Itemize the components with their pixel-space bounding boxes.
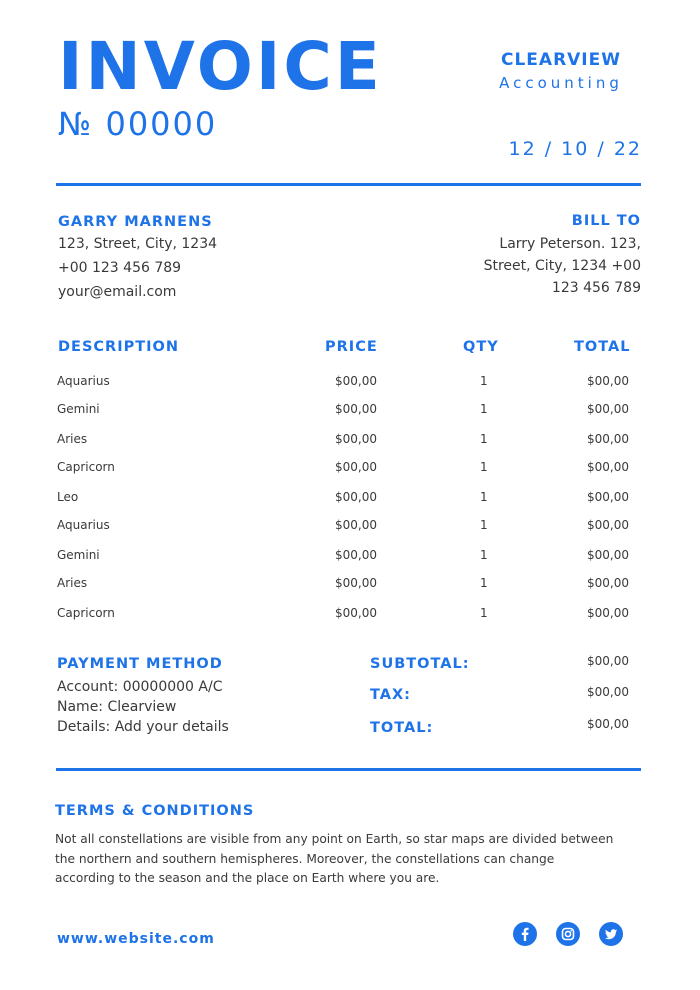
row-qty: 1	[480, 606, 488, 620]
table-row	[56, 576, 641, 596]
payment-account: Account: 00000000 A/C	[57, 679, 223, 695]
row-price: $00,00	[335, 548, 377, 562]
row-price: $00,00	[335, 606, 377, 620]
row-description: Capricorn	[57, 606, 115, 620]
invoice-number: № 00000	[58, 105, 218, 143]
table-row	[56, 606, 641, 626]
bill-to-line: Street, City, 1234 +00	[483, 258, 641, 274]
bill-to-heading: BILL TO	[571, 213, 641, 229]
row-qty: 1	[480, 432, 488, 446]
invoice-date: 12 / 10 / 22	[508, 138, 642, 160]
payment-name: Name: Clearview	[57, 699, 177, 715]
table-row	[56, 374, 641, 394]
col-header-qty: QTY	[463, 339, 499, 355]
company-subtitle: Accounting	[499, 74, 623, 92]
table-row	[56, 548, 641, 568]
row-description: Gemini	[57, 548, 100, 562]
bill-to-line: Larry Peterson. 123,	[499, 236, 641, 252]
terms-text: Not all constellations are visible from any point on Earth, so star maps are divided between the northern and southern hemispheres. Moreover, the constellations can change according to the season and the place on Earth where you are.	[55, 832, 614, 885]
table-row	[56, 460, 641, 480]
bill-to-line: 123 456 789	[551, 280, 641, 296]
total-label: TOTAL:	[370, 720, 434, 736]
row-qty: 1	[480, 490, 488, 504]
row-price: $00,00	[335, 374, 377, 388]
sender-phone: +00 123 456 789	[58, 260, 182, 276]
table-row	[56, 490, 641, 510]
col-header-total: TOTAL	[574, 339, 631, 355]
table-row	[56, 402, 641, 422]
row-description: Aquarius	[57, 374, 110, 388]
sender-address: 123, Street, City, 1234	[58, 236, 218, 252]
col-header-price: PRICE	[325, 339, 378, 355]
row-qty: 1	[480, 548, 488, 562]
row-qty: 1	[480, 460, 488, 474]
row-price: $00,00	[335, 490, 377, 504]
payment-block	[57, 656, 229, 737]
row-price: $00,00	[335, 432, 377, 446]
table-row	[56, 518, 641, 538]
twitter-icon[interactable]	[599, 922, 623, 946]
row-total: $00,00	[587, 548, 629, 562]
row-description: Gemini	[57, 402, 100, 416]
subtotal-value: $00,00	[587, 654, 629, 668]
tax-label: TAX:	[370, 687, 411, 703]
row-description: Aries	[57, 576, 88, 590]
row-description: Aquarius	[57, 518, 110, 532]
row-total: $00,00	[587, 432, 629, 446]
payment-heading: PAYMENT METHOD	[57, 656, 223, 672]
row-qty: 1	[480, 402, 488, 416]
footer-divider	[56, 768, 641, 771]
row-total: $00,00	[587, 518, 629, 532]
row-description: Aries	[57, 432, 88, 446]
row-qty: 1	[480, 576, 488, 590]
row-total: $00,00	[587, 460, 629, 474]
company-logo	[486, 50, 636, 92]
row-total: $00,00	[587, 576, 629, 590]
terms-heading: TERMS & CONDITIONS	[55, 803, 255, 819]
table-row	[56, 432, 641, 452]
bill-to-block	[471, 213, 641, 299]
row-total: $00,00	[587, 374, 629, 388]
facebook-icon[interactable]	[513, 922, 537, 946]
instagram-icon[interactable]	[556, 922, 580, 946]
row-total: $00,00	[587, 402, 629, 416]
row-price: $00,00	[335, 518, 377, 532]
tax-value: $00,00	[587, 685, 629, 699]
subtotal-label: SUBTOTAL:	[370, 656, 470, 672]
sender-name: GARRY MARNENS	[58, 214, 213, 230]
row-price: $00,00	[335, 460, 377, 474]
row-price: $00,00	[335, 576, 377, 590]
invoice-title: INVOICE	[58, 28, 383, 105]
row-description: Leo	[57, 490, 79, 504]
row-price: $00,00	[335, 402, 377, 416]
sender-block	[58, 214, 217, 304]
col-header-description: DESCRIPTION	[58, 339, 179, 355]
payment-details: Details: Add your details	[57, 719, 229, 735]
row-qty: 1	[480, 518, 488, 532]
sender-email: your@email.com	[58, 284, 177, 300]
website-link[interactable]: www.website.com	[57, 931, 215, 947]
row-description: Capricorn	[57, 460, 115, 474]
total-value: $00,00	[587, 717, 629, 731]
company-name: CLEARVIEW	[500, 50, 621, 70]
header-divider	[56, 183, 641, 186]
row-total: $00,00	[587, 606, 629, 620]
row-qty: 1	[480, 374, 488, 388]
row-total: $00,00	[587, 490, 629, 504]
